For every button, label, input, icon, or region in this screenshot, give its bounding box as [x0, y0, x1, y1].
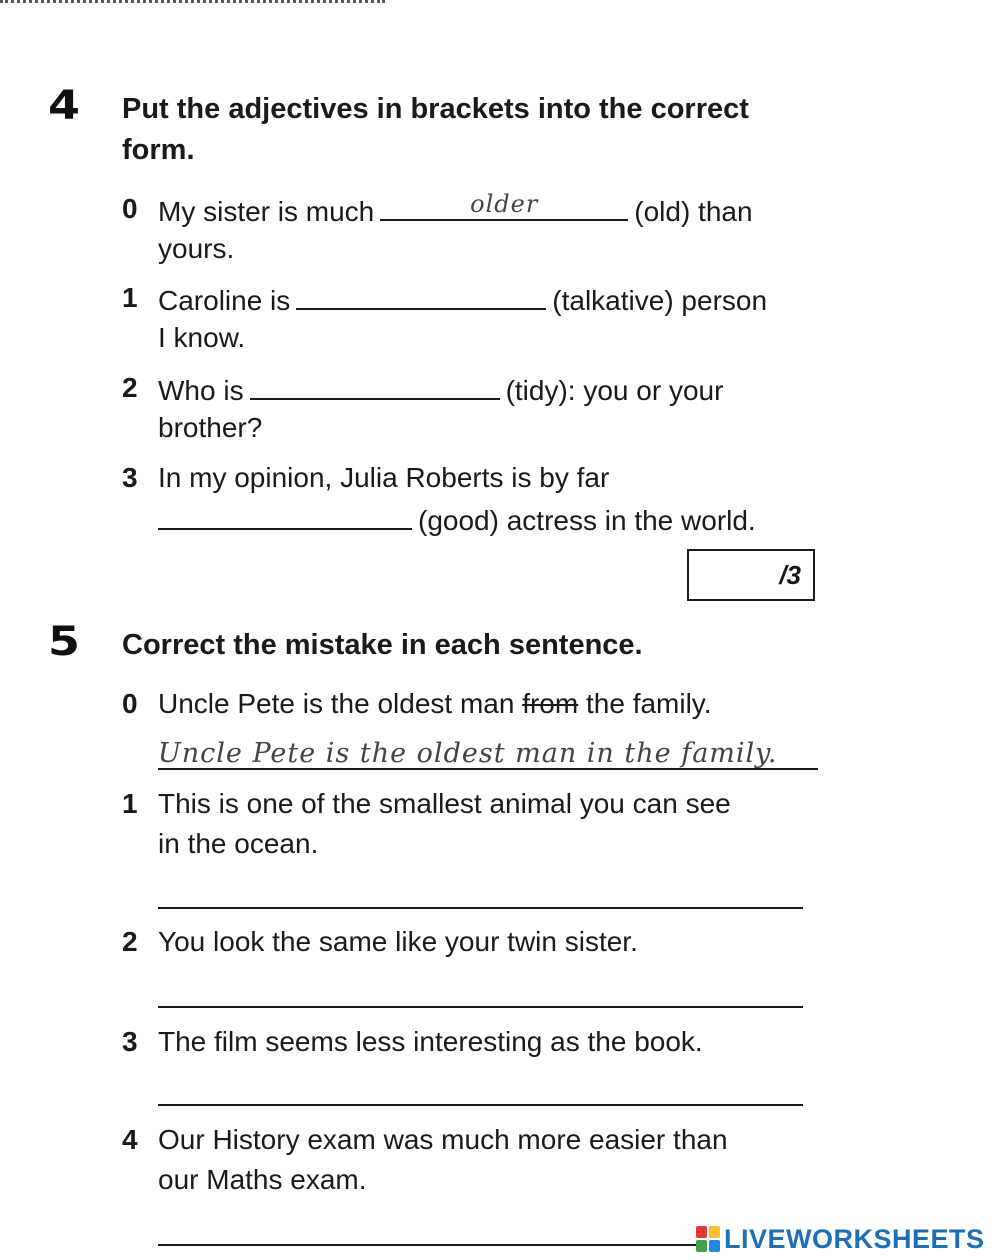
- ex5-item-1-line2: in the ocean.: [158, 828, 319, 859]
- ex5-item-0-before: Uncle Pete is the oldest man: [158, 688, 515, 719]
- ex5-item-1-number: 1: [122, 788, 138, 819]
- logo-square-3: [696, 1240, 707, 1252]
- ex5-item-0-answer: Uncle Pete is the oldest man in the family.: [158, 738, 778, 769]
- ex4-item-2-line2: brother?: [158, 412, 263, 443]
- ex5-item-3-answer-line[interactable]: [158, 1104, 803, 1106]
- ex4-item-3-after: (good) actress in the world.: [418, 505, 756, 536]
- exercise-5-number: 5: [48, 619, 81, 665]
- ex5-item-0-line1: [158, 684, 712, 724]
- ex4-item-0-answer: older: [470, 190, 539, 218]
- ex5-item-4-line1: Our History exam was much more easier than: [158, 1124, 728, 1155]
- ex4-item-1-blank[interactable]: [296, 278, 546, 310]
- ex5-item-1-answer-line[interactable]: [158, 907, 803, 909]
- ex4-item-2-blank[interactable]: [250, 368, 500, 400]
- ex5-item-0-after: the family.: [585, 688, 712, 719]
- logo-square-1: [696, 1226, 707, 1238]
- logo-square-2: [709, 1226, 720, 1238]
- ex5-item-3-line1: The film seems less interesting as the book.: [158, 1026, 703, 1057]
- ex5-item-2-number: 2: [122, 926, 138, 957]
- exercise-5-title: Correct the mistake in each sentence.: [122, 629, 643, 661]
- ex5-item-0-struck-word: from: [522, 688, 579, 719]
- ex5-item-2-line1: You look the same like your twin sister.: [158, 926, 638, 957]
- ex5-item-0-number: 0: [122, 688, 138, 719]
- ex4-item-0-before: My sister is much: [158, 196, 375, 227]
- ex5-item-4-number: 4: [122, 1124, 138, 1155]
- exercise-4-title: Put the adjectives in brackets into the correct form.: [122, 93, 749, 166]
- ex4-item-2-after: (tidy): you or your: [505, 375, 724, 406]
- ex5-item-4-answer-line[interactable]: [158, 1244, 698, 1246]
- liveworksheets-logo-icon: [696, 1226, 720, 1252]
- ex4-item-3-blank[interactable]: [158, 498, 412, 530]
- ex4-item-1-line2: I know.: [158, 322, 246, 353]
- ex4-item-0-line2: yours.: [158, 233, 235, 264]
- ex5-item-3-number: 3: [122, 1026, 138, 1057]
- ex4-item-1-line1: [158, 278, 767, 321]
- ex5-item-4-line2: our Maths exam.: [158, 1164, 367, 1195]
- ex4-item-1-before: Caroline is: [158, 285, 291, 316]
- ex4-item-1-after: (talkative) person: [552, 285, 768, 316]
- liveworksheets-logo: [696, 1222, 985, 1256]
- exercise-4-number: 4: [48, 83, 81, 129]
- ex5-item-2-answer-line[interactable]: [158, 1006, 803, 1008]
- ex4-item-3-line1: In my opinion, Julia Roberts is by far: [158, 462, 610, 493]
- logo-square-4: [709, 1240, 720, 1252]
- ex5-item-1-line1: This is one of the smallest animal you can see: [158, 788, 731, 819]
- ex4-item-0-number: 0: [122, 193, 138, 224]
- ex4-item-0-line1: [158, 189, 753, 232]
- ex5-item-0-answer-line: [158, 768, 818, 770]
- ex4-item-2-before: Who is: [158, 375, 244, 406]
- top-dotted-line: [0, 0, 385, 3]
- ex4-item-1-number: 1: [122, 282, 138, 313]
- ex4-item-0-after: (old) than: [634, 196, 753, 227]
- ex4-item-2-line1: [158, 368, 723, 411]
- ex4-item-3-line2: [152, 498, 756, 541]
- exercise-4-score-box: /3: [687, 549, 815, 601]
- ex4-item-0-blank[interactable]: [380, 189, 628, 221]
- liveworksheets-logo-text: LIVEWORKSHEETS: [724, 1223, 985, 1254]
- ex4-item-3-number: 3: [122, 462, 138, 493]
- ex4-item-2-number: 2: [122, 372, 138, 403]
